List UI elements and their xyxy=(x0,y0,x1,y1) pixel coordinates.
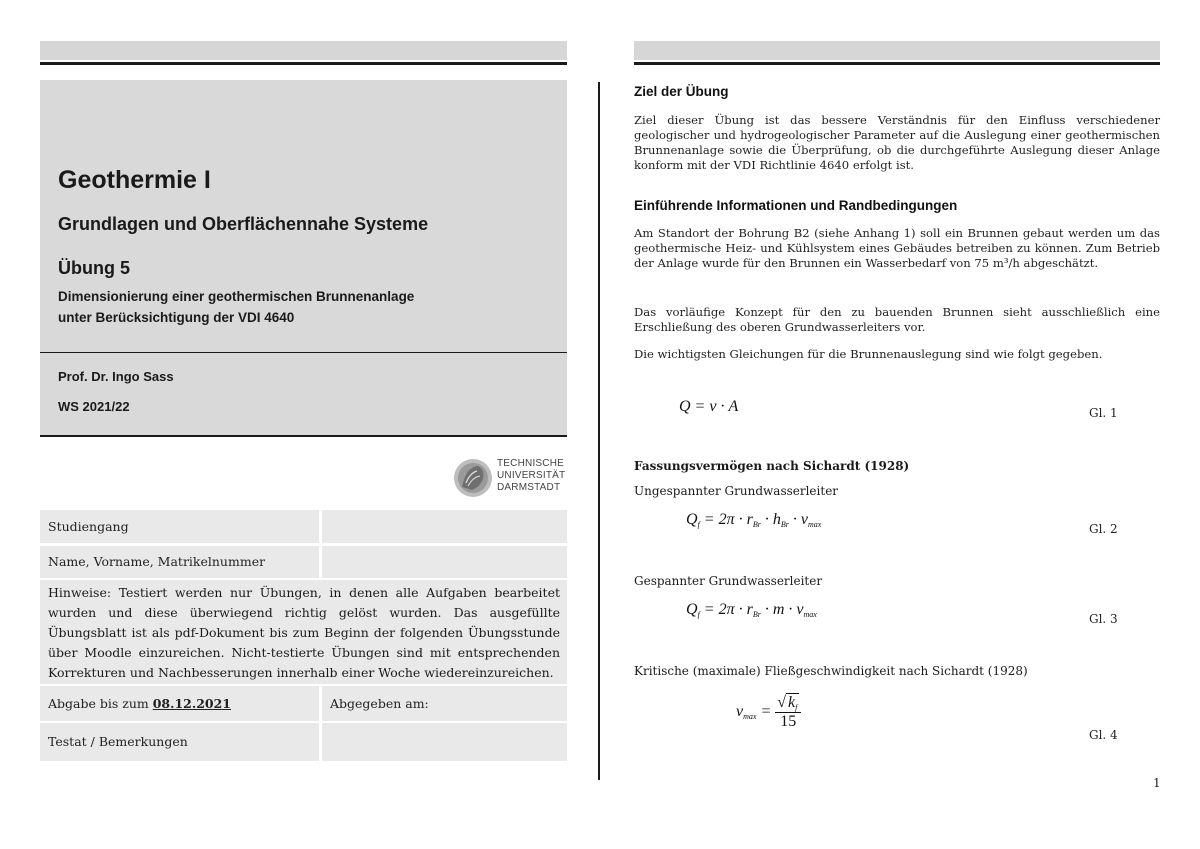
table-row-hint xyxy=(40,580,567,684)
intro-paragraph-3: Die wichtigsten Gleichungen für die Brunnenauslegung sind wie folgt gegeben. xyxy=(634,347,1103,361)
name-field[interactable] xyxy=(322,546,567,578)
page-number: 1 xyxy=(1153,776,1161,790)
left-header-rule xyxy=(40,62,567,65)
page-divider xyxy=(598,82,600,780)
intro-paragraph-1: Am Standort der Bohrung B2 (siehe Anhang 1) soll ein Brunnen gebaut werden um das geothermische Heiz- und Kühlsystem eines Gebäudes betreiben zu können. Zum Betrieb der Anlage wurde für den Brunnen ein Wasserbedarf von 75 m³/h abgeschätzt. xyxy=(634,226,1160,270)
right-header-rule xyxy=(634,62,1160,65)
table-row-studiengang xyxy=(40,510,567,543)
deadline-prefix: Abgabe bis zum xyxy=(48,696,153,711)
equation-1: Q = ν · A xyxy=(679,398,739,415)
equation-2-number: Gl. 2 xyxy=(1089,522,1118,536)
confined-aquifer-label: Gespannter Grundwasserleiter xyxy=(634,574,823,588)
document-subtitle: Grundlagen und Oberflächennahe Systeme xyxy=(58,214,429,234)
studiengang-label-cell xyxy=(40,510,319,543)
deadline-date: 08.12.2021 xyxy=(152,696,232,711)
goal-text: Ziel dieser Übung ist das bessere Verständnis für den Einfluss verschiedener geologischer und hydrogeologischer Parameter auf die Auslegung einer geothermischen Brunnenanlage sowie die Überprüfung, ob die durchgeführte Auslegung dieser Anlage konform mit der VDI Richtlinie 4640 erfolgt ist. xyxy=(634,113,1160,172)
exercise-description-line1: Dimensionierung einer geothermischen Brunnenanlage xyxy=(58,289,415,304)
title-box-divider xyxy=(40,352,567,353)
logo-text-line1: TECHNISCHE xyxy=(497,458,565,469)
equation-3-number: Gl. 3 xyxy=(1089,612,1118,626)
equation-3: $Q_f = 2\pi \cdot r_{Br} \cdot m \cdot \nu_{max}$ xyxy=(686,601,817,619)
exercise-description xyxy=(58,286,538,328)
submitted-cell[interactable] xyxy=(322,686,567,721)
name-label-cell xyxy=(40,546,319,578)
heading-goal: Ziel der Übung xyxy=(634,84,729,99)
equation-4: $\nu_{max}$ = $\frac{√ k_f}{15}$ xyxy=(736,694,801,731)
intro-paragraph-2: Das vorläufige Konzept für den zu bauenden Brunnen sieht ausschließlich eine Erschließung des oberen Grundwasserleiters vor. xyxy=(634,305,1160,334)
equation-4-fraction: $\frac{√ k_f}{15}$ xyxy=(775,694,801,731)
deadline-text xyxy=(48,696,231,711)
right-header-bar xyxy=(634,41,1160,60)
table-row-deadline xyxy=(40,686,567,721)
logo-text xyxy=(497,458,565,494)
remarks-label: Testat / Bemerkungen xyxy=(48,734,188,749)
studiengang-label: Studiengang xyxy=(48,519,129,534)
logo-text-line3: DARMSTADT xyxy=(497,482,561,493)
studiengang-field[interactable] xyxy=(322,510,567,543)
remarks-label-cell xyxy=(40,723,319,761)
athena-seal-icon xyxy=(452,457,494,499)
logo-text-line2: UNIVERSITÄT xyxy=(497,470,566,481)
hint-text: Hinweise: Testiert werden nur Übungen, in denen alle Aufgaben bearbeitet wurden und diese überwiegend richtig gelöst wurden. Das ausgefüllte Übungsblatt ist als pdf-Dokument bis zum Beginn der folgenden Übungsstunde über Moodle einzureichen. Nicht-testierte Übungen sind mit entsprechenden Korrekturen und Nachbesserungen innerhalb einer Woche wiedereinzureichen. xyxy=(48,585,560,680)
hint-cell xyxy=(40,580,567,684)
table-row-name xyxy=(40,546,567,578)
equation-2: $Q_f = 2\pi \cdot r_{Br} \cdot h_{Br} \cdot \nu_{max}$ xyxy=(686,511,822,529)
tu-darmstadt-logo xyxy=(452,455,572,503)
submitted-label: Abgegeben am: xyxy=(330,696,429,711)
equation-1-number: Gl. 1 xyxy=(1089,406,1118,420)
professor-name: Prof. Dr. Ingo Sass xyxy=(58,369,174,384)
table-row-remarks xyxy=(40,723,567,761)
semester: WS 2021/22 xyxy=(58,399,130,414)
left-header-bar xyxy=(40,41,567,60)
exercise-description-line2: unter Berücksichtigung der VDI 4640 xyxy=(58,310,295,325)
exercise-title: Übung 5 xyxy=(58,258,130,278)
remarks-field[interactable] xyxy=(322,723,567,761)
heading-sichardt: Fassungsvermögen nach Sichardt (1928) xyxy=(634,459,910,473)
name-label: Name, Vorname, Matrikelnummer xyxy=(48,554,266,569)
document-title: Geothermie I xyxy=(58,166,211,194)
title-box xyxy=(40,80,567,437)
unconfined-aquifer-label: Ungespannter Grundwasserleiter xyxy=(634,484,839,498)
heading-intro: Einführende Informationen und Randbedingungen xyxy=(634,198,958,213)
equation-4-number: Gl. 4 xyxy=(1089,728,1118,742)
critical-velocity-label: Kritische (maximale) Fließgeschwindigkeit nach Sichardt (1928) xyxy=(634,664,1028,678)
deadline-cell xyxy=(40,686,319,721)
